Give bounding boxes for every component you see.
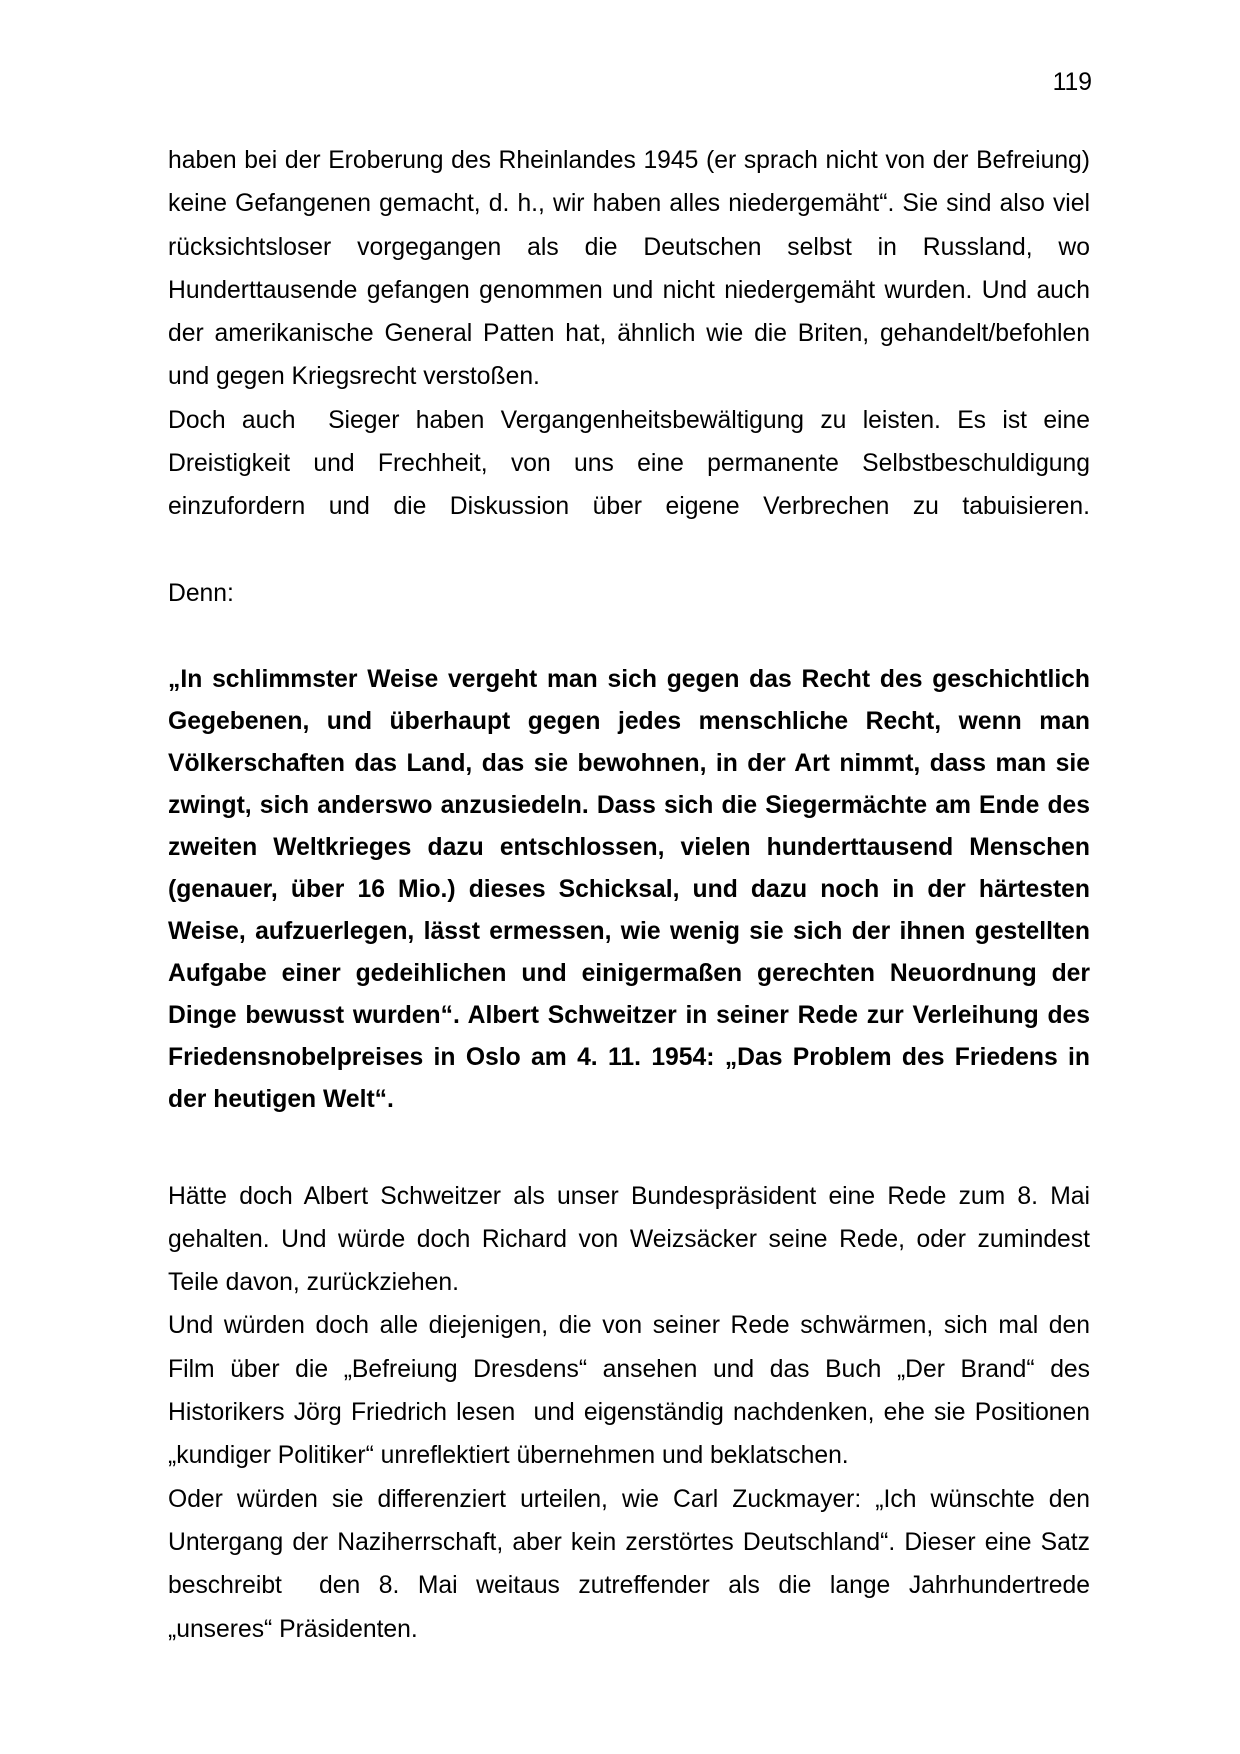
text-line: gehalten. Und würde doch Richard von Weizsäcker seine Rede, oder zumindest [168, 1225, 1090, 1253]
text-line: Weise, aufzuerlegen, lässt ermessen, wie wenig sie sich der ihnen gestellten [168, 917, 1090, 945]
paragraph-denn [168, 572, 1090, 615]
blank-line [168, 529, 1090, 572]
text-line: Untergang der Naziherrschaft, aber kein zerstörtes Deutschland“. Dieser eine Satz [168, 1528, 1090, 1556]
text-line: Und würden doch alle diejenigen, die von seiner Rede schwärmen, sich mal den [168, 1312, 1090, 1340]
text-line: Dreistigkeit und Frechheit, von uns eine permanente Selbstbeschuldigung [168, 450, 1090, 478]
text-line: (genauer, über 16 Mio.) dieses Schicksal, und dazu noch in der härtesten [168, 875, 1090, 903]
text-line: der heutigen Welt“. [168, 1085, 394, 1113]
blank-line [168, 1121, 1090, 1175]
text-line: Historikers Jörg Friedrich lesen und eigenständig nachdenken, ehe sie Positionen [168, 1399, 1090, 1427]
text-line: „kundiger Politiker“ unreflektiert übernehmen und beklatschen. [168, 1442, 849, 1470]
text-line: zweiten Weltkrieges dazu entschlossen, vielen hunderttausend Menschen [168, 833, 1090, 861]
page-number: 119 [1052, 69, 1092, 96]
text-line: „In schlimmster Weise vergeht man sich gegen das Recht des geschichtlich [168, 665, 1090, 693]
text-line: beschreibt den 8. Mai weitaus zutreffender als die lange Jahrhundertrede [168, 1572, 1090, 1600]
text-line: Friedensnobelpreises in Oslo am 4. 11. 1954: „Das Problem des Friedens in [168, 1043, 1090, 1071]
text-line: Hunderttausende gefangen genommen und nicht niedergemäht wurden. Und auch [168, 276, 1090, 304]
text-line: Doch auch Sieger haben Vergangenheitsbewältigung zu leisten. Es ist eine [168, 406, 1090, 434]
paragraph-und-wuerden [168, 1304, 1090, 1477]
text-line: keine Gefangenen gemacht, d. h., wir haben alles niedergemäht“. Sie sind also viel [168, 190, 1090, 218]
blank-line [168, 615, 1090, 658]
text-line: Dinge bewusst wurden“. Albert Schweitzer in seiner Rede zur Verleihung des [168, 1001, 1090, 1029]
text-line: Oder würden sie differenziert urteilen, wie Carl Zuckmayer: „Ich wünschte den [168, 1485, 1090, 1513]
text-line: „unseres“ Präsidenten. [168, 1615, 418, 1643]
text-line: Völkerschaften das Land, das sie bewohnen, in der Art nimmt, dass man sie [168, 749, 1090, 777]
paragraph-oder-wuerden [168, 1478, 1090, 1651]
paragraph-sieger [168, 399, 1090, 529]
text-line: Teile davon, zurückziehen. [168, 1269, 459, 1297]
text-line: haben bei der Eroberung des Rheinlandes 1945 (er sprach nicht von der Befreiung) [168, 147, 1090, 174]
text-line: der amerikanische General Patten hat, ähnlich wie die Briten, gehandelt/befohlen [168, 320, 1090, 348]
text-line: und gegen Kriegsrecht verstoßen. [168, 363, 540, 391]
text-line: einzufordern und die Diskussion über eigene Verbrechen zu tabuisieren. [168, 493, 1090, 521]
paragraph-continuation [168, 139, 1090, 399]
text-line: Film über die „Befreiung Dresdens“ ansehen und das Buch „Der Brand“ des [168, 1355, 1090, 1383]
text-line: rücksichtsloser vorgegangen als die Deutschen selbst in Russland, wo [168, 233, 1090, 261]
text-line: Denn: [168, 579, 234, 607]
text-line: Hätte doch Albert Schweitzer als unser Bundespräsident eine Rede zum 8. Mai [168, 1182, 1090, 1210]
document-body [168, 139, 1090, 1651]
text-line: zwingt, sich anderswo anzusiedeln. Dass sich die Siegermächte am Ende des [168, 791, 1090, 819]
paragraph-haette-doch [168, 1175, 1090, 1305]
paragraph-schweitzer-quote [168, 659, 1090, 1121]
text-line: Aufgabe einer gedeihlichen und einigermaßen gerechten Neuordnung der [168, 959, 1090, 987]
text-line: Gegebenen, und überhaupt gegen jedes menschliche Recht, wenn man [168, 707, 1090, 735]
